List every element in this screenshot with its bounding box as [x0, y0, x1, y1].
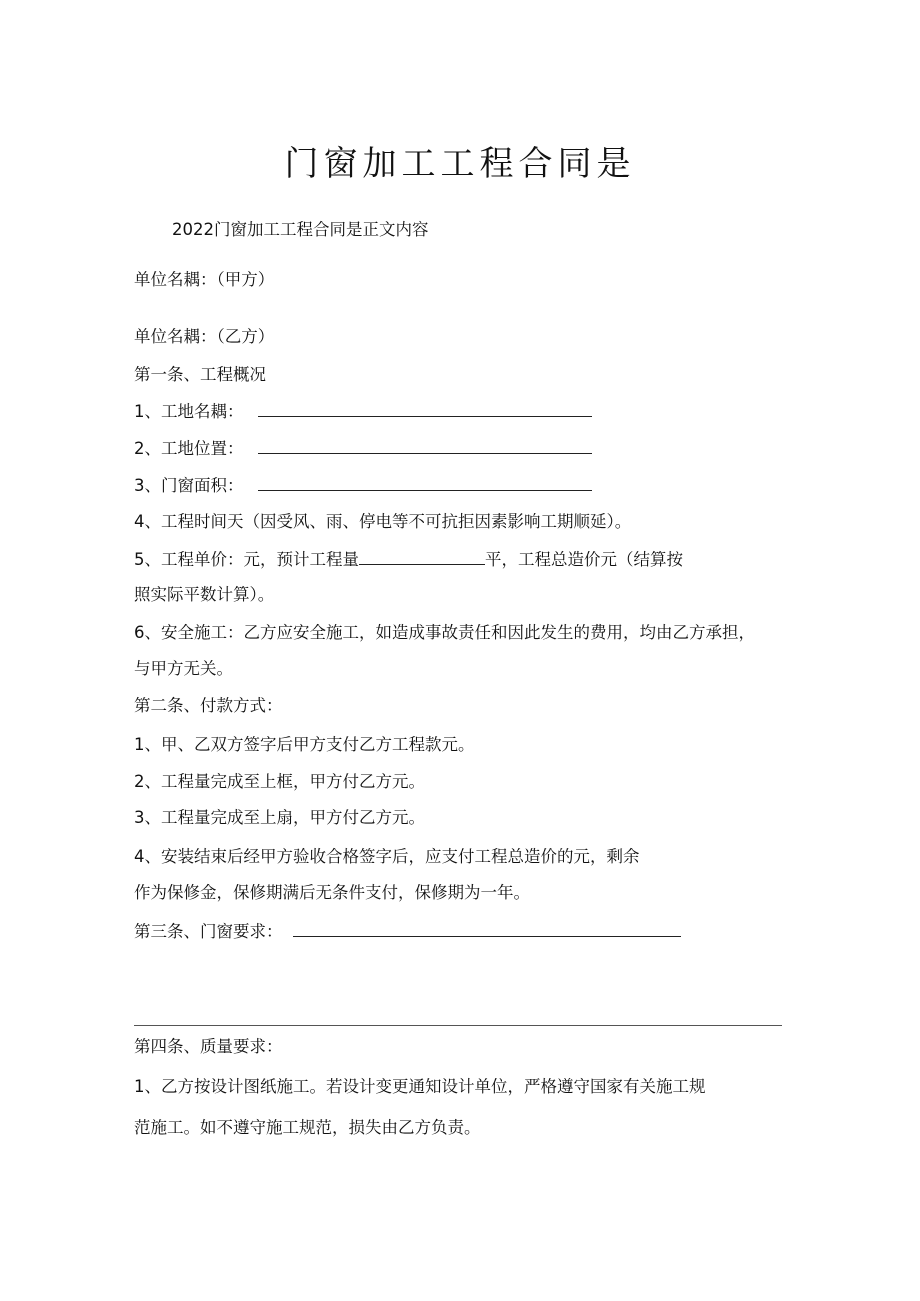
article2-heading: 第二条、付款方式：: [134, 696, 283, 715]
document-subtitle: 2022门窗加工工程合同是正文内容: [172, 220, 429, 239]
document-title: 门窗加工工程合同是: [284, 144, 636, 184]
window-area-label: 3、门窗面积：: [134, 476, 244, 495]
article1-item5: [134, 548, 683, 571]
article1-item6-continued: 与甲方无关。: [134, 659, 233, 678]
article2-item2: 2、工程量完成至上框，甲方付乙方元。: [134, 772, 425, 791]
window-area-blank: [258, 474, 592, 491]
unit-price-text: 5、工程单价：元，预计工程量: [134, 550, 359, 569]
article2-item4: 4、安装结束后经甲方验收合格签字后，应支付工程总造价的元，剩余: [134, 847, 640, 866]
article1-item6: 6、安全施工：乙方应安全施工，如造成事故责任和因此发生的费用，均由乙方承担，: [134, 623, 755, 642]
site-name-blank: [258, 400, 592, 417]
window-requirements-blank: [293, 920, 681, 937]
party-a-line: 单位名耦：（甲方）: [134, 270, 275, 289]
article2-item3: 3、工程量完成至上扇，甲方付乙方元。: [134, 808, 425, 827]
article2-item4-continued: 作为保修金，保修期满后无条件支付，保修期为一年。: [134, 883, 530, 902]
article4-item1-continued: 范施工。如不遵守施工规范，损失由乙方负责。: [134, 1118, 481, 1137]
quantity-blank: [359, 548, 485, 565]
article3-heading: 第三条、门窗要求：: [134, 922, 283, 941]
site-location-label: 2、工地位置：: [134, 439, 244, 458]
article3-line: [134, 920, 681, 943]
article4-item1: 1、乙方按设计图纸施工。若设计变更通知设计单位，严格遵守国家有关施工规: [134, 1077, 706, 1096]
article1-item3: [134, 474, 592, 497]
site-location-blank: [258, 437, 592, 454]
section-divider: [134, 1025, 782, 1026]
total-price-text: 平，工程总造价元（结算按: [485, 550, 683, 569]
article1-item5-continued: 照实际平数计算）。: [134, 585, 275, 604]
party-b-line: 单位名耦：（乙方）: [134, 327, 275, 346]
article1-item1: [134, 400, 592, 423]
site-name-label: 1、工地名耦：: [134, 402, 244, 421]
article1-item2: [134, 437, 592, 460]
article1-heading: 第一条、工程概况: [134, 365, 266, 384]
article2-item1: 1、甲、乙双方签字后甲方支付乙方工程款元。: [134, 735, 475, 754]
article4-heading: 第四条、质量要求：: [134, 1037, 283, 1056]
article1-item4: 4、工程时间天（因受风、雨、停电等不可抗拒因素影响工期顺延）。: [134, 512, 632, 531]
